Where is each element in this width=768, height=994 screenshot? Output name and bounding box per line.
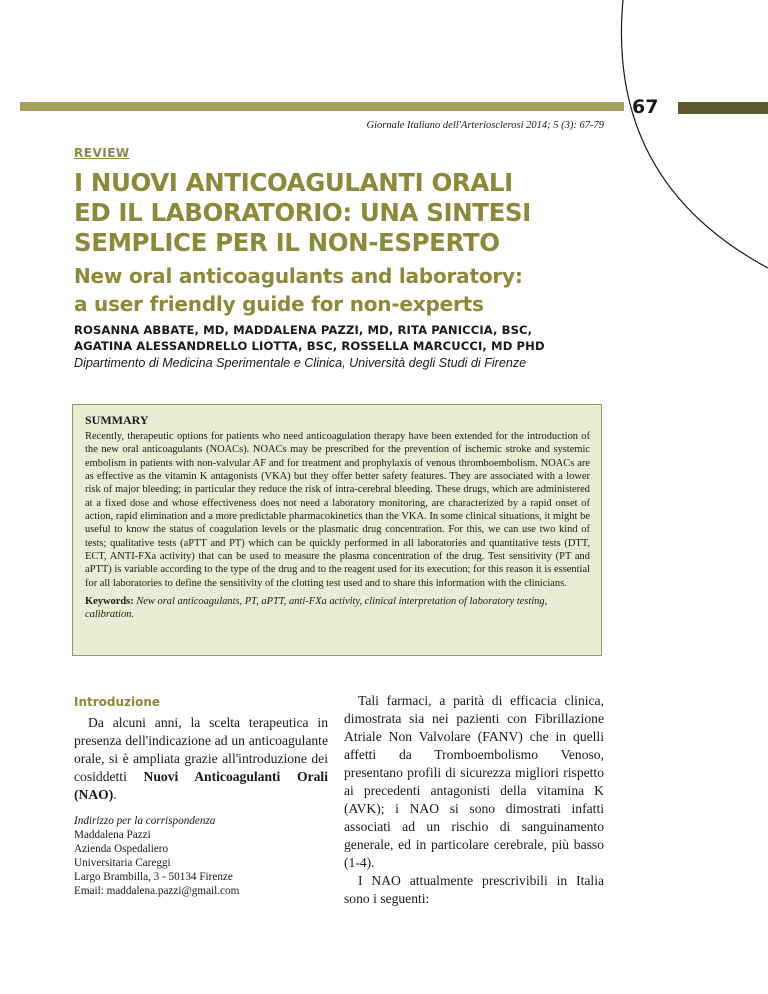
section-label: REVIEW (74, 146, 130, 160)
page-number: 67 (632, 96, 659, 118)
summary-box (72, 404, 602, 656)
summary-text: Recently, therapeutic options for patients who need anticoagulation therapy have been extended for the introduction of the new oral anticoagulants (NOACs). NOACs may be prescribed for the prevention of ischemic stroke and systemic embolism in patients with non-valvular AF and for treatment and prophylaxis of venous thromboembolism. NOACs are as effective as the vitamin K antagonists (VKA) but they offer better safety features. They are associated with a lower risk of major bleeding; in particular they reduce the risk of intra-cerebral bleeding. These drugs, which are administered at a fixed dose and whose effectiveness does not need a laboratory monitoring, are characterized by a rapid onset of action, rapid elimination and a more predictable pharmacokinetics than the VKA. In some clinical situations, it might be useful to know the status of coagulation levels or the plasmatic drug concentration. For this, we can use two kind of tests; qualitative tests (aPTT and PT) which can be quickly performed in all laboratories and quantitative tests (DTT, ECT, ANTI-FXa activity) that can be used to measure the plasma concentration of the drug. Test sensitivity (PT and aPTT) is variable according to the type of the drug and to the reagent used for its execution; for this reason it is essential for all laboratories to define the sensitivity of the clotting test used and to share this information with the clinicians. (85, 431, 590, 589)
correspondence-name: Maddalena Pazzi (74, 829, 151, 841)
correspondence-org2: Universitaria Careggi (74, 857, 171, 869)
introduction-heading: Introduzione (74, 695, 161, 709)
keywords-label: Keywords: (85, 596, 134, 608)
intro-text-start: Da alcuni anni, la scelta terapeutica in presenza dell'indicazione ad un anticoagulante orale, si è ampliata grazie all'introduzione dei cosiddetti (74, 715, 328, 784)
summary-heading: SUMMARY (85, 413, 149, 427)
left-column (74, 714, 328, 804)
right-column (344, 692, 604, 908)
intro-text-bold: Nuovi Anticoagulanti Orali (NAO) (74, 769, 328, 802)
keywords (85, 595, 590, 622)
keywords-list: New oral anticoagulants, PT, aPTT, anti-FXa activity, clinical interpretation of laboratory testing, calibration. (85, 596, 548, 621)
intro-paragraph (74, 714, 328, 804)
page-number-bar (678, 102, 768, 114)
right-paragraph-2: I NAO attualmente prescrivibili in Italia sono i seguenti: (344, 873, 604, 906)
correspondence-label: Indirizzo per la corrispondenza (74, 815, 216, 827)
correspondence-address: Largo Brambilla, 3 - 50134 Firenze (74, 871, 233, 883)
title-italian: I NUOVI ANTICOAGULANTI ORALI ED IL LABORATORIO: UNA SINTESI SEMPLICE PER IL NON-ESPERTO (74, 168, 531, 257)
header-bar (20, 102, 624, 111)
author-list: ROSANNA ABBATE, MD, MADDALENA PAZZI, MD, RITA PANICCIA, BSC, AGATINA ALESSANDRELLO LIOTTA, BSC, ROSSELLA MARCUCCI, MD PHD (74, 323, 545, 353)
intro-text-end: . (113, 787, 117, 802)
correspondence-org1: Azienda Ospedaliero (74, 843, 169, 855)
correspondence-block (74, 814, 328, 898)
journal-citation: Giornale Italiano dell'Arteriosclerosi 2014; 5 (3): 67-79 (366, 120, 604, 131)
correspondence-email: Email: maddalena.pazzi@gmail.com (74, 885, 240, 897)
affiliation: Dipartimento di Medicina Sperimentale e Clinica, Università degli Studi di Firenze (74, 356, 527, 370)
right-paragraph-1: Tali farmaci, a parità di efficacia clinica, dimostrata sia nei pazienti con Fibrillazione Atriale Non Valvolare (FANV) che in quelli affetti da Tromboembolismo Venoso, presentano profili di sicurezza migliori rispetto ai precedenti antagonisti della vitamina K (AVK); i NAO si sono dimostrati infatti associati ad un rischio di sanguinamento generale, ed in particolare cerebrale, più basso (1-4). (344, 693, 604, 870)
title-english: New oral anticoagulants and laboratory: a user friendly guide for non-experts (74, 264, 523, 316)
